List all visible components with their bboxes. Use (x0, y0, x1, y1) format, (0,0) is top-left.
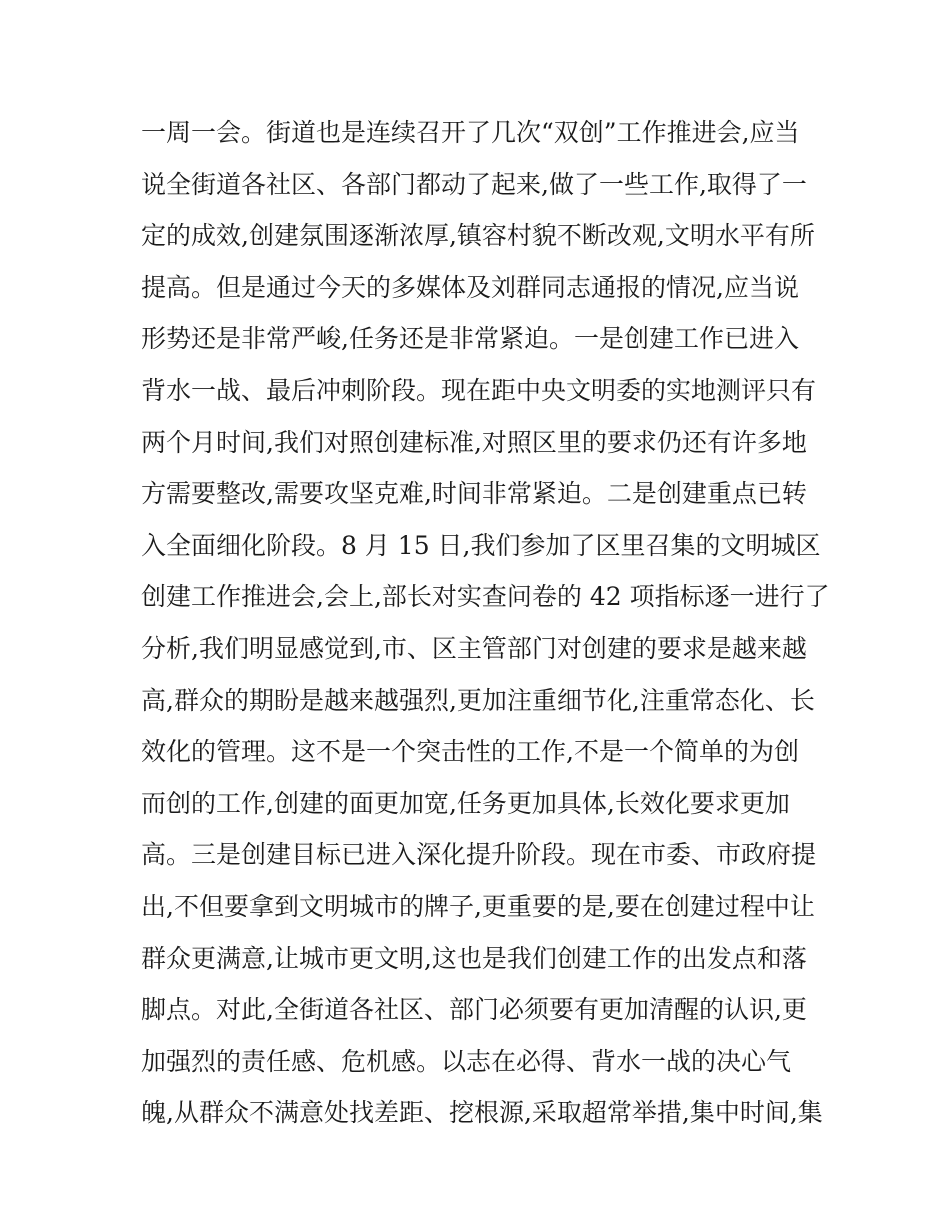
text-line: 高,群众的期盼是越来越强烈,更加注重细节化,注重常态化、长 (141, 685, 815, 715)
text-line: 出,不但要拿到文明城市的牌子,更重要的是,要在创建过程中让 (141, 891, 815, 921)
text-line: 而创的工作,创建的面更加宽,任务更加具体,长效化要求更加 (141, 788, 790, 818)
text-line: 方需要整改,需要攻坚克难,时间非常紧迫。二是创建重点已转 (141, 479, 807, 509)
text-line: 加强烈的责任感、危机感。以志在必得、背水一战的决心气 (141, 1046, 792, 1076)
text-line: 效化的管理。这不是一个突击性的工作,不是一个简单的为创 (141, 737, 799, 767)
body-paragraph (141, 107, 830, 1139)
text-line: 一周一会。街道也是连续召开了几次“双创”工作推进会,应当 (141, 118, 800, 147)
text-line: 背水一战、最后冲刺阶段。现在距中央文明委的实地测评只有 (141, 375, 817, 405)
text-line: 分析,我们明显感觉到,市、区主管部门对创建的要求是越来越 (141, 633, 807, 663)
text-line: 脚点。对此,全街道各社区、部门必须要有更加清醒的认识,更 (141, 995, 807, 1025)
text-line: 魄,从群众不满意处找差距、挖根源,采取超常举措,集中时间,集 (141, 1098, 823, 1128)
text-line: 入全面细化阶段。8 月 15 日,我们参加了区里召集的文明城区 (141, 530, 821, 560)
text-line: 两个月时间,我们对照创建标准,对照区里的要求仍还有许多地 (141, 427, 807, 457)
text-line: 提高。但是通过今天的多媒体及刘群同志通报的情况,应当说 (141, 272, 799, 302)
text-line: 群众更满意,让城市更文明,这也是我们创建工作的出发点和落 (141, 943, 807, 973)
text-line: 形势还是非常严峻,任务还是非常紧迫。一是创建工作已进入 (141, 324, 799, 354)
text-line: 创建工作推进会,会上,部长对实查问卷的 42 项指标逐一进行了 (141, 582, 830, 612)
text-line: 定的成效,创建氛围逐渐浓厚,镇容村貌不断改观,文明水平有所 (141, 221, 815, 251)
text-line: 说全街道各社区、各部门都动了起来,做了一些工作,取得了一 (141, 169, 807, 199)
text-line: 高。三是创建目标已进入深化提升阶段。现在市委、市政府提 (141, 840, 817, 870)
